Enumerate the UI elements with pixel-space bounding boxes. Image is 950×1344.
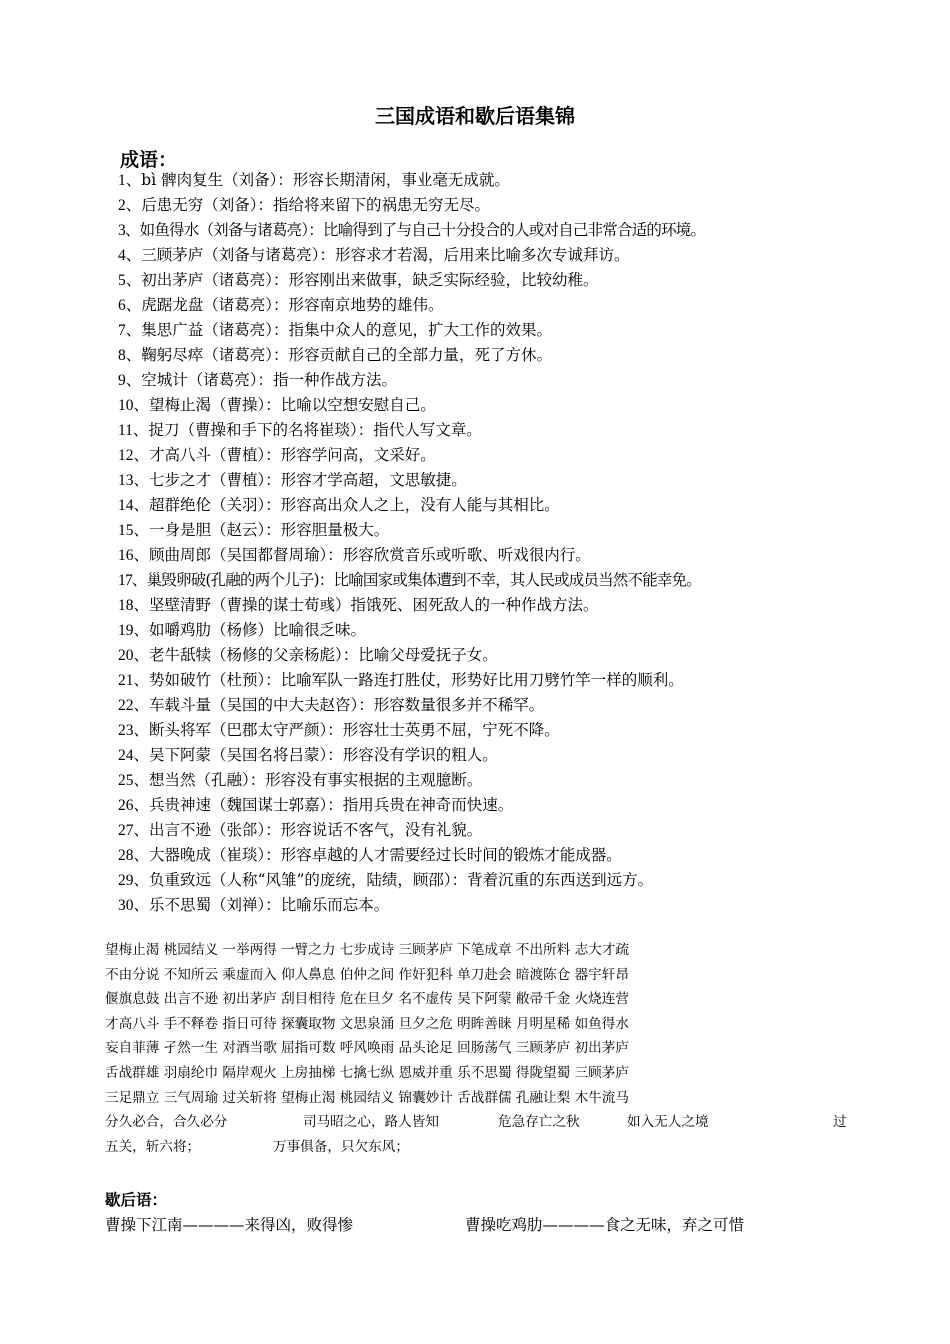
- idiom-number: 25、: [118, 772, 150, 789]
- phrase-segment: 过: [833, 1114, 847, 1131]
- phrase-row: [105, 1135, 850, 1160]
- idiom-text: 三顾茅庐（刘备与诸葛亮）：形容求才若渴，后用来比喻多次专诚拜访。: [141, 246, 630, 264]
- idiom-number: 22、: [118, 697, 150, 714]
- idiom-number: 27、: [118, 822, 150, 839]
- idiom-text: 兵贵神速（魏国谋士郭嘉）：指用兵贵在神奇而快速。: [149, 796, 514, 814]
- phrase-segment: 万事俱备，只欠东风；: [273, 1138, 409, 1155]
- xiehouyu-item: 曹操吃鸡肋————食之无味，弃之可惜: [465, 1216, 745, 1234]
- idiom-item: [118, 568, 938, 593]
- idiom-item: [118, 418, 938, 443]
- idiom-item: [118, 668, 938, 693]
- idiom-item: [118, 293, 938, 318]
- idiom-item: [118, 193, 938, 218]
- idiom-item: [118, 218, 938, 243]
- xiehouyu-row: [105, 1212, 865, 1238]
- xiehouyu-item: 曹操下江南————来得凶，败得惨: [105, 1216, 354, 1234]
- idiom-number: 15、: [118, 522, 150, 539]
- idiom-list: [118, 168, 938, 918]
- idiom-item: [118, 468, 938, 493]
- idiom-number: 11、: [118, 422, 149, 439]
- idiom-text: 顾曲周郎（吴国都督周瑜）：形容欣赏音乐或听歌、听戏很内行。: [149, 546, 591, 564]
- idiom-number: 24、: [118, 747, 150, 764]
- phrase-segment: 危急存亡之秋: [498, 1114, 580, 1131]
- idiom-item: [118, 518, 938, 543]
- idiom-number: 10、: [118, 397, 150, 414]
- idiom-item: [118, 743, 938, 768]
- phrase-segment: 司马昭之心，路人皆知: [303, 1114, 439, 1131]
- idiom-text: 初出茅庐（诸葛亮）：形容刚出来做事，缺乏实际经验，比较幼稚。: [141, 271, 599, 289]
- idiom-text: 望梅止渴（曹操）：比喻以空想安慰自己。: [149, 396, 436, 414]
- idiom-item: [118, 893, 938, 918]
- idiom-item: [118, 643, 938, 668]
- phrase-row: 才高八斗 手不释卷 指日可待 探囊取物 文思泉涌 旦夕之危 明眸善睐 月明星稀 如鱼得水: [105, 1015, 629, 1032]
- idiom-text: 如鱼得水（刘备与诸葛亮）：比喻得到了与自己十分投合的人或对自己非常合适的环境。: [139, 221, 706, 239]
- idiom-item: [118, 718, 938, 743]
- idiom-text: 鞠躬尽瘁（诸葛亮）：形容贡献自己的全部力量，死了方休。: [141, 346, 553, 364]
- idiom-text: 捉刀（曹操和手下的名将崔琰）：指代人写文章。: [148, 421, 482, 439]
- idiom-item: [118, 268, 938, 293]
- idiom-number: 18、: [118, 597, 150, 614]
- idiom-text: 老牛舐犊（杨修的父亲杨彪）：比喻父母爱抚子女。: [149, 646, 498, 664]
- idiom-item: [118, 443, 938, 468]
- idiom-number: 19、: [118, 622, 150, 639]
- document-title: 三国成语和歇后语集锦: [375, 104, 575, 128]
- idiom-text: 断头将军（巴郡太守严颜）：形容壮士英勇不屈，宁死不降。: [149, 721, 560, 739]
- idiom-text: 想当然（孔融）：形容没有事实根据的主观臆断。: [149, 771, 483, 789]
- idiom-text: 坚壁清野（曹操的谋士荀彧）指饿死、困死敌人的一种作战方法。: [149, 596, 599, 614]
- phrase-block: [105, 938, 865, 1159]
- idiom-item: [118, 843, 938, 868]
- idiom-number: 21、: [118, 672, 150, 689]
- idiom-item: [118, 368, 938, 393]
- idiom-number: 8、: [118, 347, 142, 364]
- phrase-segment: 分久必合，合久必分: [105, 1114, 228, 1131]
- phrase-row: [105, 1110, 850, 1135]
- idiom-number: 4、: [118, 247, 142, 264]
- idiom-text: 大器晚成（崔琰）：形容卓越的人才需要经过长时间的锻炼才能成器。: [149, 846, 622, 864]
- phrase-segment: 五关，斩六将；: [105, 1138, 201, 1155]
- phrase-row: 三足鼎立 三气周瑜 过关斩将 望梅止渴 桃园结义 锦囊妙计 舌战群儒 孔融让梨 木牛流马: [105, 1089, 629, 1106]
- phrase-row: 偃旗息鼓 出言不逊 初出茅庐 刮目相待 危在旦夕 名不虚传 吴下阿蒙 敝帚千金 火烧连营: [105, 991, 629, 1008]
- idiom-text: 车载斗量（吴国的中大夫赵咨）：形容数量很多并不稀罕。: [149, 696, 545, 714]
- phrase-segment: 如入无人之境: [627, 1114, 709, 1131]
- idiom-number: 17、: [118, 572, 147, 589]
- idiom-number: 6、: [118, 297, 142, 314]
- idiom-item: [118, 243, 938, 268]
- idiom-number: 28、: [118, 847, 150, 864]
- idiom-number: 7、: [118, 322, 142, 339]
- idiom-text: 吴下阿蒙（吴国名将吕蒙）：形容没有学识的粗人。: [149, 746, 498, 764]
- idiom-number: 26、: [118, 797, 150, 814]
- idiom-text: 巢毁卵破(孔融的两个儿子)：比喻国家或集体遭到不幸，其人民或成员当然不能幸免。: [146, 571, 702, 589]
- idiom-number: 14、: [118, 497, 150, 514]
- xiehouyu-heading: 歇后语：: [105, 1191, 168, 1209]
- idiom-number: 2、: [118, 197, 142, 214]
- idiom-item: [118, 343, 938, 368]
- phrase-row: 望梅止渴 桃园结义 一举两得 一臂之力 七步成诗 三顾茅庐 下笔成章 不出所料 志大才疏: [105, 942, 629, 958]
- idiom-item: [118, 818, 938, 843]
- idiom-item: [118, 593, 938, 618]
- idiom-item: [118, 543, 938, 568]
- phrase-row: 舌战群雄 羽扇纶巾 隔岸观火 上房抽梯 七擒七纵 恩威并重 乐不思蜀 得陇望蜀 三顾茅庐: [105, 1064, 629, 1081]
- idiom-text: 集思广益（诸葛亮）：指集中众人的意见，扩大工作的效果。: [141, 321, 553, 339]
- idiom-number: 20、: [118, 647, 150, 664]
- idiom-text: 如嚼鸡肋（杨修）比喻很乏味。: [149, 621, 367, 639]
- idiom-number: 16、: [118, 547, 150, 564]
- idiom-text: bì 髀肉复生（刘备）：形容长期清闲，事业毫无成就。: [141, 171, 510, 189]
- idiom-text: 负重致远（人称“风雏”的庞统，陆绩，顾邵）：背着沉重的东西送到远方。: [149, 871, 654, 889]
- idioms-heading: 成语：: [120, 149, 178, 171]
- idiom-number: 5、: [118, 272, 142, 289]
- idiom-text: 才高八斗（曹植）：形容学问高，文采好。: [149, 446, 436, 464]
- idiom-item: [118, 493, 938, 518]
- idiom-item: [118, 768, 938, 793]
- phrase-row: 不由分说 不知所云 乘虚而入 仰人鼻息 伯仲之间 作奸犯科 单刀赴会 暗渡陈仓 器宇轩昂: [105, 966, 629, 983]
- idiom-number: 3、: [118, 222, 140, 239]
- idiom-item: [118, 868, 938, 893]
- idiom-number: 23、: [118, 722, 150, 739]
- idiom-text: 后患无穷（刘备）：指给将来留下的祸患无穷无尽。: [141, 196, 491, 214]
- idiom-item: [118, 793, 938, 818]
- idiom-item: [118, 168, 938, 193]
- idiom-text: 一身是胆（赵云）：形容胆量极大。: [149, 521, 390, 539]
- idiom-number: 9、: [118, 372, 142, 389]
- idiom-item: [118, 393, 938, 418]
- idiom-text: 超群绝伦（关羽）：形容高出众人之上，没有人能与其相比。: [149, 496, 560, 514]
- idiom-item: [118, 693, 938, 718]
- idiom-text: 乐不思蜀（刘禅）：比喻乐而忘本。: [149, 896, 390, 914]
- idiom-text: 空城计（诸葛亮）：指一种作战方法。: [141, 371, 398, 389]
- idiom-number: 29、: [118, 872, 150, 889]
- idiom-number: 12、: [118, 447, 150, 464]
- idiom-item: [118, 618, 938, 643]
- idiom-number: 1、: [118, 172, 142, 189]
- idiom-text: 七步之才（曹植）：形容才学高超，文思敏捷。: [149, 471, 467, 489]
- phrase-row: 妄自菲薄 孑然一生 对酒当歌 屈指可数 呼风唤雨 品头论足 回肠荡气 三顾茅庐 初出茅庐: [105, 1040, 629, 1057]
- idiom-text: 势如破竹（杜预）：比喻军队一路连打胜仗，形势好比用刀劈竹竿一样的顺利。: [149, 671, 684, 689]
- idiom-number: 30、: [118, 897, 150, 914]
- idiom-number: 13、: [118, 472, 150, 489]
- idiom-text: 虎踞龙盘（诸葛亮）：形容南京地势的雄伟。: [141, 296, 444, 314]
- idiom-text: 出言不逊（张郃）：形容说话不客气，没有礼貌。: [149, 821, 483, 839]
- idiom-item: [118, 318, 938, 343]
